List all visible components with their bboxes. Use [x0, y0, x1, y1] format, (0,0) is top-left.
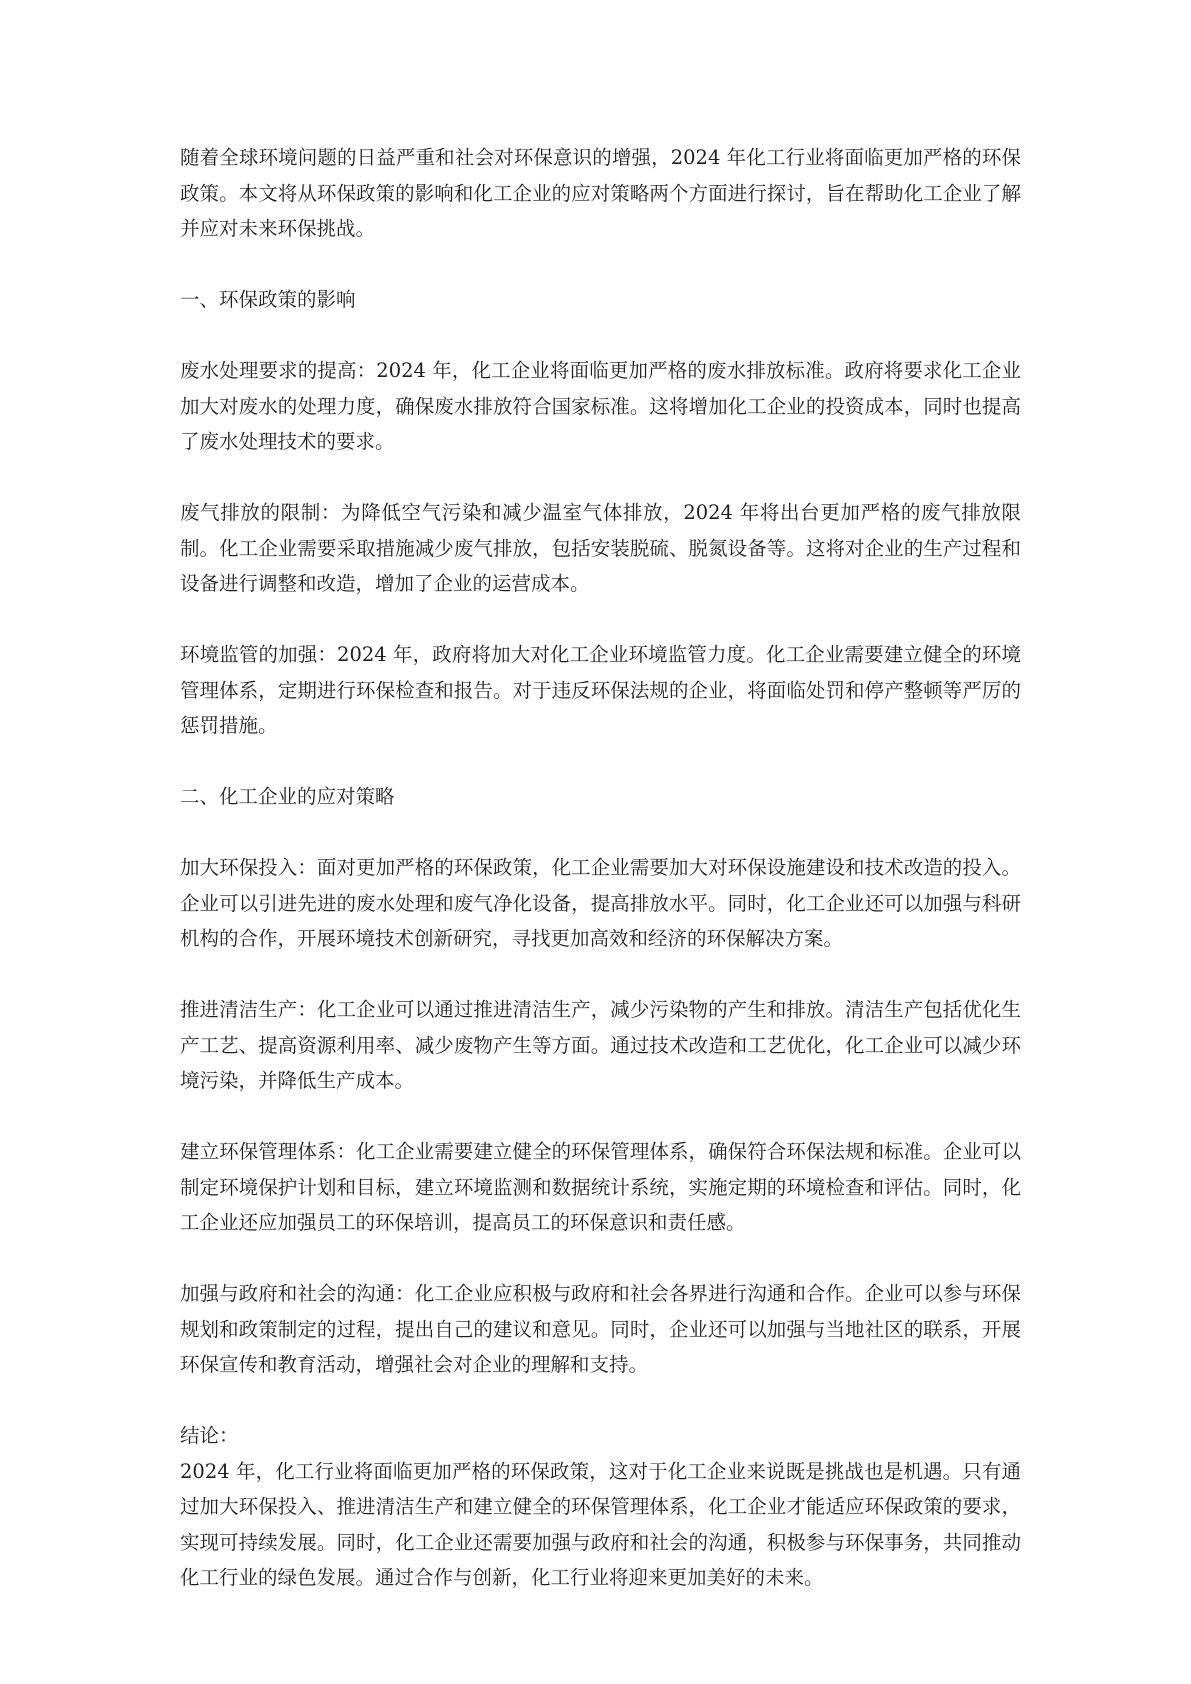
paragraph-wastewater: 废水处理要求的提高：2024 年，化工企业将面临更加严格的废水排放标准。政府将要求化工企业加大对废水的处理力度，确保废水排放符合国家标准。这将增加化工企业的投资成本，同时也提高了废水处理技术的要求。: [180, 359, 1021, 453]
paragraph-investment: 加大环保投入：面对更加严格的环保政策，化工企业需要加大对环保设施建设和技术改造的投入。企业可以引进先进的废水处理和废气净化设备，提高排放水平。同时，化工企业还可以加强与科研机构的合作，开展环境技术创新研究，寻找更加高效和经济的环保解决方案。: [180, 856, 1021, 950]
paragraph-clean-production: 推进清洁生产：化工企业可以通过推进清洁生产，减少污染物的产生和排放。清洁生产包括优化生产工艺、提高资源利用率、减少废物产生等方面。通过技术改造和工艺优化，化工企业可以减少环境污染，并降低生产成本。: [180, 998, 1021, 1092]
paragraph-management-system: 建立环保管理体系：化工企业需要建立健全的环保管理体系，确保符合环保法规和标准。企业可以制定环境保护计划和目标，建立环境监测和数据统计系统，实施定期的环境检查和评估。同时，化工企业还应加强员工的环保培训，提高员工的环保意识和责任感。: [180, 1140, 1021, 1234]
paragraph-exhaust-gas: 废气排放的限制：为降低空气污染和减少温室气体排放，2024 年将出台更加严格的废气排放限制。化工企业需要采取措施减少废气排放，包括安装脱硫、脱氮设备等。这将对企业的生产过程和设备进行调整和改造，增加了企业的运营成本。: [180, 501, 1021, 595]
paragraph-supervision: 环境监管的加强：2024 年，政府将加大对化工企业环境监管力度。化工企业需要建立健全的环境管理体系，定期进行环保检查和报告。对于违反环保法规的企业，将面临处罚和停产整顿等严厉的惩罚措施。: [180, 643, 1021, 737]
conclusion-label: 结论：: [180, 1424, 239, 1447]
paragraph-communication: 加强与政府和社会的沟通：化工企业应积极与政府和社会各界进行沟通和合作。企业可以参与环保规划和政策制定的过程，提出自己的建议和意见。同时，企业还可以加强与当地社区的联系，开展环保宣传和教育活动，增强社会对企业的理解和支持。: [180, 1282, 1021, 1376]
section-heading-policy-impact: 一、环保政策的影响: [180, 288, 356, 311]
conclusion-paragraph: 2024 年，化工行业将面临更加严格的环保政策，这对于化工企业来说既是挑战也是机遇。只有通过加大环保投入、推进清洁生产和建立健全的环保管理体系，化工企业才能适应环保政策的要求，实现可持续发展。同时，化工企业还需要加强与政府和社会的沟通，积极参与环保事务，共同推动化工行业的绿色发展。通过合作与创新，化工行业将迎来更加美好的未来。: [180, 1459, 1021, 1589]
document-page: [180, 140, 1021, 1596]
section-heading-strategies: 二、化工企业的应对策略: [180, 785, 395, 808]
intro-paragraph: 随着全球环境问题的日益严重和社会对环保意识的增强，2024 年化工行业将面临更加严格的环保政策。本文将从环保政策的影响和化工企业的应对策略两个方面进行探讨，旨在帮助化工企业了解并应对未来环保挑战。: [180, 146, 1021, 240]
